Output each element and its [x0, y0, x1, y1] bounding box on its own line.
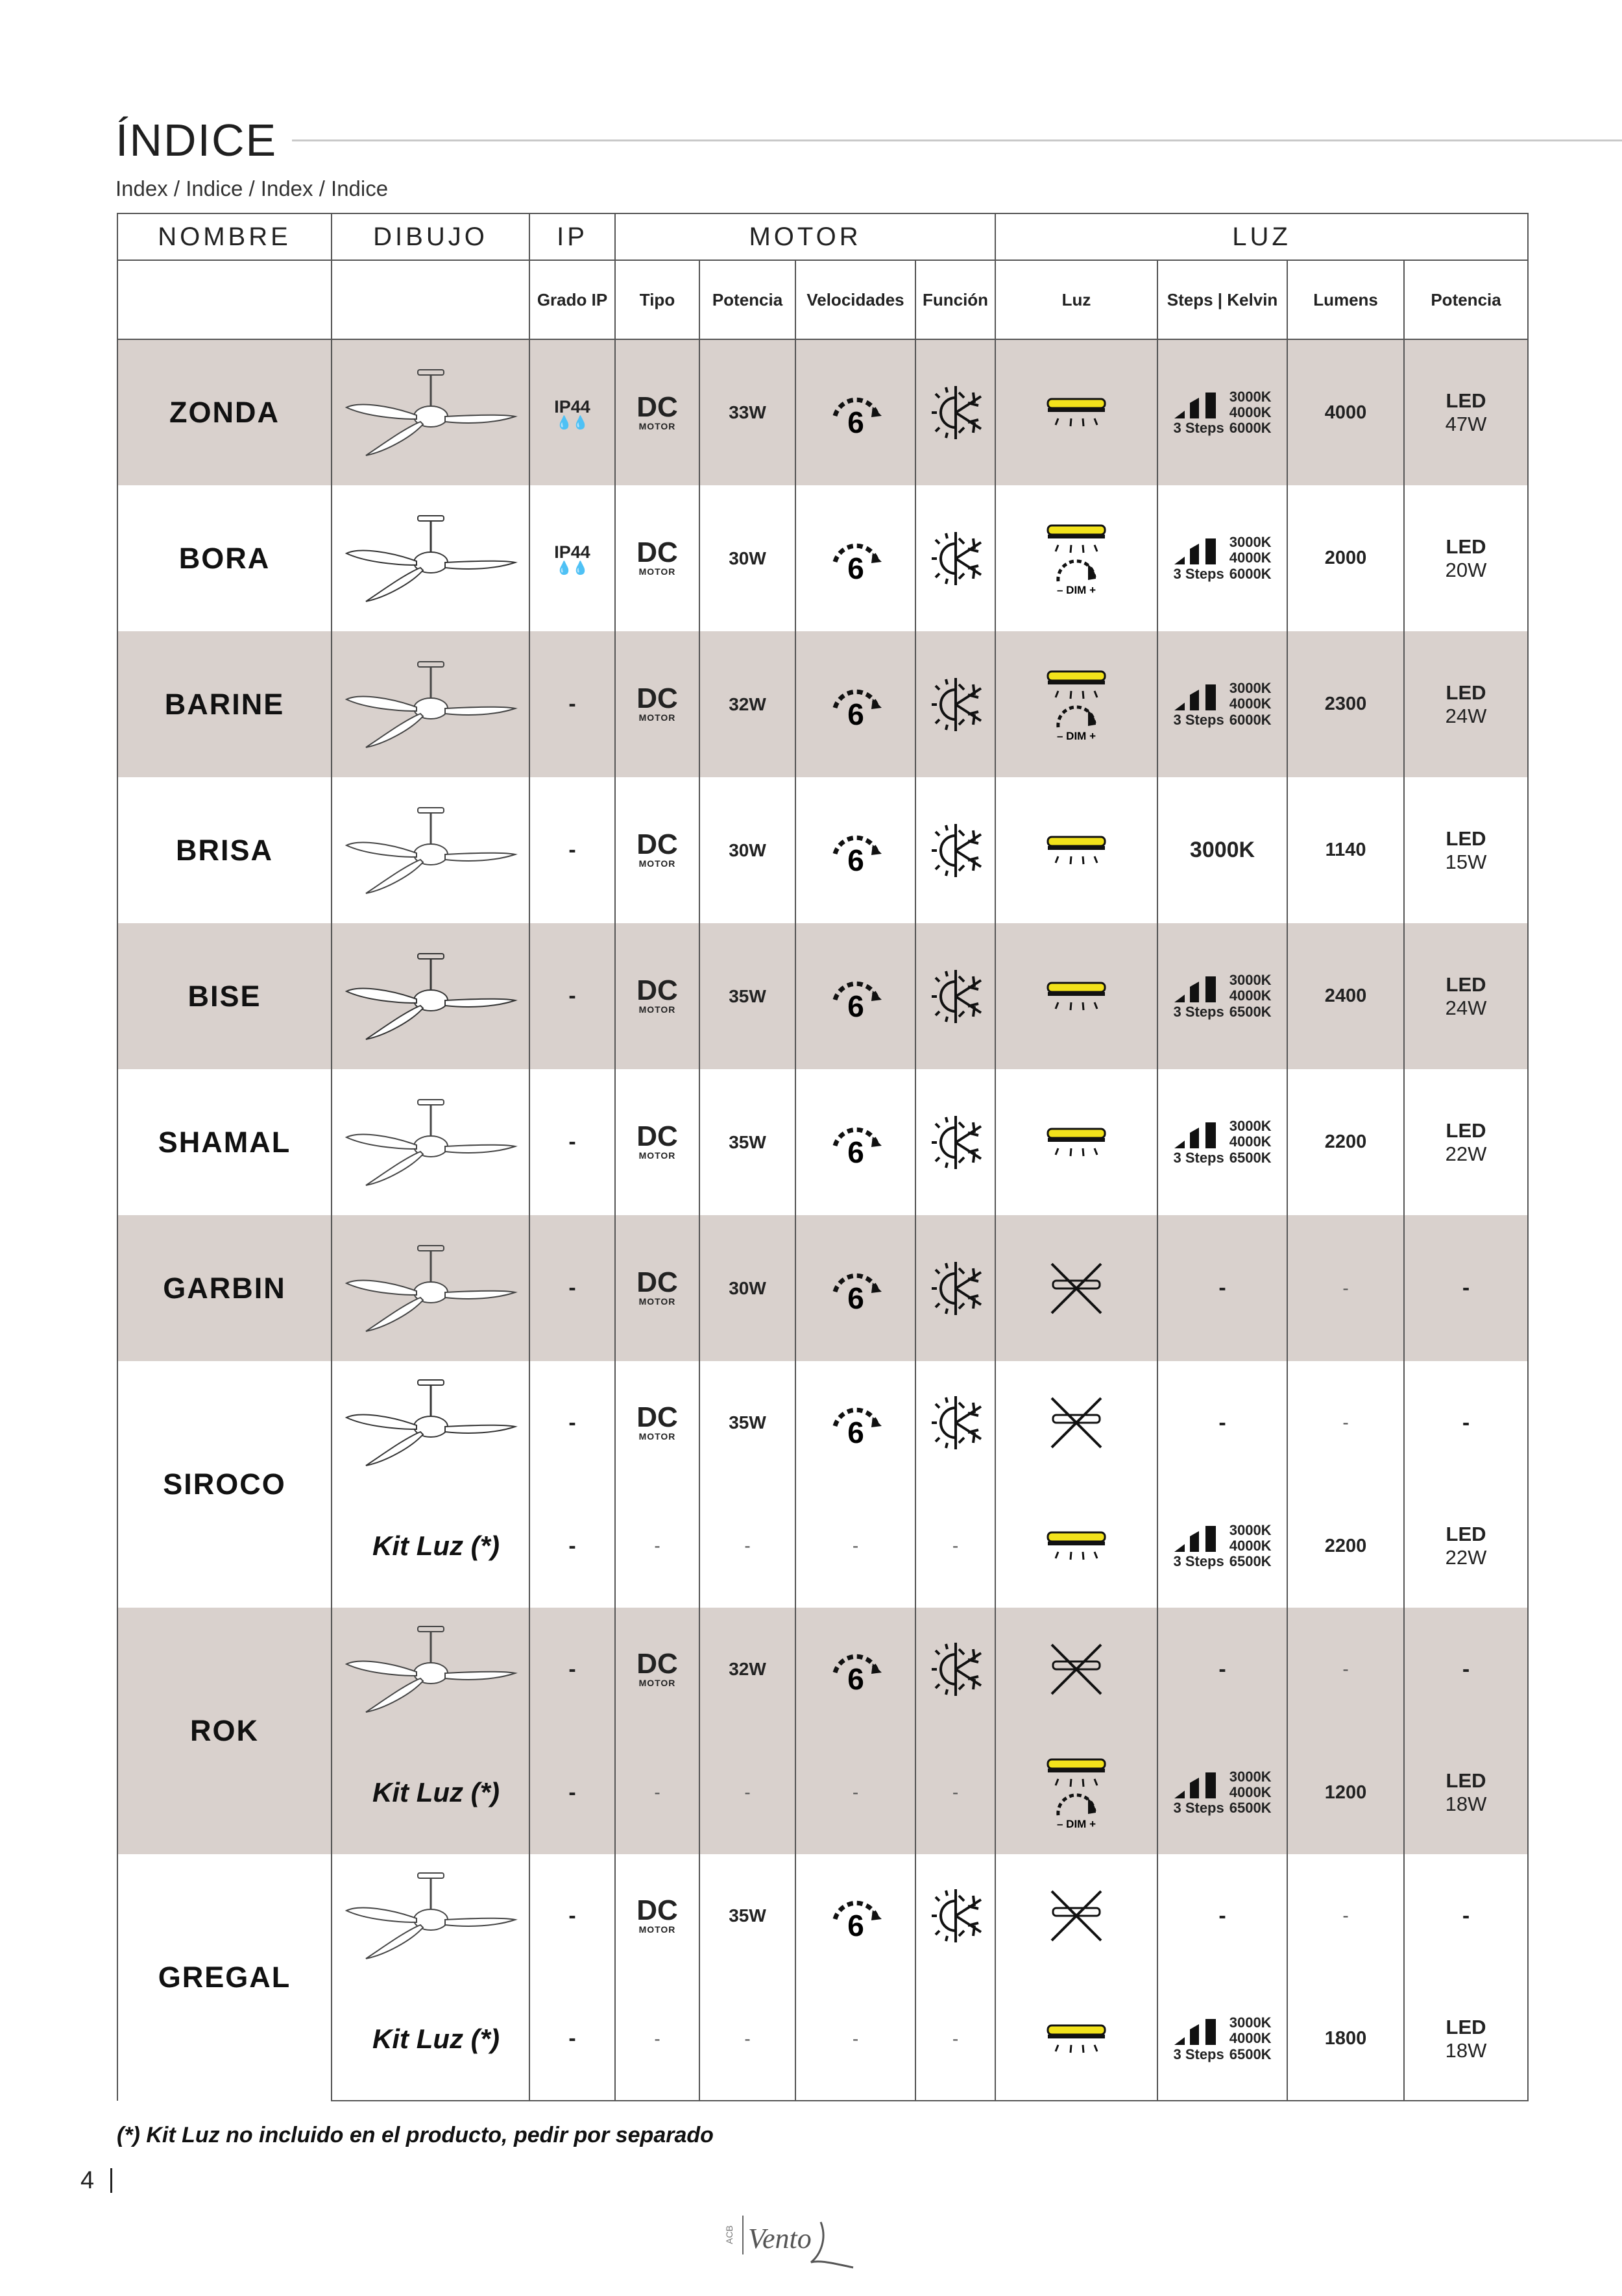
- kit-light-cell: [995, 1731, 1157, 1854]
- led-power: -: [1462, 1410, 1470, 1435]
- table-row: [117, 777, 1528, 923]
- motor-power: 35W: [699, 1854, 795, 1977]
- header-dibujo: DIBUJO: [332, 213, 529, 260]
- motor-power: 32W: [699, 631, 795, 777]
- ip-cell: IP44 💧💧: [529, 485, 615, 631]
- speed-dial-icon: [826, 679, 886, 730]
- kelvin-value: 3000K: [1189, 838, 1255, 862]
- steps-kelvin-cell: [1157, 923, 1287, 1069]
- ceiling-fan-drawing: [340, 361, 522, 465]
- steps-kelvin: [1173, 973, 1271, 1021]
- motor-power: 32W: [699, 1608, 795, 1731]
- svg-text:6: 6: [847, 697, 864, 730]
- sun-snowflake-icon: [926, 1887, 985, 1945]
- sun-snowflake-icon: [926, 1259, 985, 1318]
- sub-grado-ip: Grado IP: [529, 260, 615, 339]
- speeds-cell: [795, 777, 915, 923]
- page-number: 4: [80, 2167, 95, 2194]
- sun-snowflake-icon: [926, 529, 985, 588]
- svg-text:6: 6: [847, 1909, 864, 1941]
- speeds-cell: [795, 631, 915, 777]
- kit-tipo: -: [615, 1731, 699, 1854]
- light-cell: [995, 339, 1157, 485]
- kelvin-value: -: [1218, 1275, 1226, 1300]
- table-row: [117, 1854, 1528, 1977]
- motor-type: DC MOTOR: [615, 339, 699, 485]
- light-cell: [995, 1854, 1157, 1977]
- ceiling-light-icon: [1045, 1529, 1108, 1564]
- function-cell: [915, 631, 995, 777]
- motor-power: 35W: [699, 1361, 795, 1484]
- signal-steps-icon: [1173, 1522, 1224, 1553]
- speed-dial-icon: [826, 1891, 886, 1941]
- ceiling-fan-drawing: [340, 507, 522, 610]
- led-cell: [1404, 1361, 1528, 1484]
- svg-text:– DIM +: – DIM +: [1057, 583, 1096, 596]
- dimmer-icon: [1045, 557, 1108, 596]
- steps-label: 3 Steps: [1173, 1003, 1224, 1020]
- ip-cell: -: [529, 1854, 615, 1977]
- kit-led: LED 22W: [1404, 1484, 1528, 1608]
- header-nombre: NOMBRE: [117, 213, 332, 260]
- steps-label: 3 Steps: [1173, 1553, 1224, 1569]
- speed-dial-icon: [826, 1263, 886, 1314]
- sub-luz: Luz: [995, 260, 1157, 339]
- sun-snowflake-icon: [926, 1640, 985, 1698]
- led-power: LED 15W: [1445, 827, 1487, 873]
- motor-power: 33W: [699, 339, 795, 485]
- led-cell: [1404, 1608, 1528, 1731]
- kit-label: Kit Luz (*): [332, 1484, 529, 1608]
- ceiling-light-icon: [1045, 1125, 1108, 1160]
- light-cell: [995, 777, 1157, 923]
- lumens-value: -: [1287, 1215, 1404, 1361]
- led-power: LED 22W: [1445, 1118, 1487, 1165]
- speeds-cell: [795, 1069, 915, 1215]
- ip-cell: -: [529, 1215, 615, 1361]
- signal-steps-icon: [1173, 973, 1224, 1004]
- kit-led: LED 18W: [1404, 1977, 1528, 2101]
- kit-steps-kelvin: [1157, 1731, 1287, 1854]
- signal-steps-icon: [1173, 535, 1224, 566]
- ceiling-light-icon: [1045, 833, 1108, 868]
- motor-type: DC MOTOR: [615, 1069, 699, 1215]
- speed-dial-icon: [826, 1644, 886, 1695]
- ip-cell: IP44 💧💧: [529, 339, 615, 485]
- sun-snowflake-icon: [926, 821, 985, 880]
- speed-dial-icon: [826, 825, 886, 876]
- function-cell: [915, 1854, 995, 1977]
- steps-kelvin-cell: [1157, 339, 1287, 485]
- product-name: SHAMAL: [117, 1069, 332, 1215]
- sun-snowflake-icon: [926, 675, 985, 734]
- table-row: [117, 923, 1528, 1069]
- page-subtitle: Index / Indice / Index / Indice: [115, 176, 389, 200]
- speeds-cell: [795, 1361, 915, 1484]
- steps-label: 3 Steps: [1173, 565, 1224, 582]
- function-cell: [915, 1215, 995, 1361]
- sub-steps-kelvin: Steps | Kelvin: [1157, 260, 1287, 339]
- svg-text:6: 6: [847, 1416, 864, 1448]
- product-name: BORA: [117, 485, 332, 631]
- led-cell: [1404, 1854, 1528, 1977]
- motor-type: DC MOTOR: [615, 485, 699, 631]
- led-power: LED 24W: [1445, 681, 1487, 727]
- steps-kelvin-cell: [1157, 1069, 1287, 1215]
- motor-power: 30W: [699, 1215, 795, 1361]
- ceiling-fan-drawing: [340, 1864, 522, 1968]
- brand-logo: [723, 2203, 866, 2274]
- kelvin-list: 3000K 4000K 6500K: [1229, 972, 1272, 1020]
- led-cell: [1404, 631, 1528, 777]
- function-cell: [915, 923, 995, 1069]
- lumens-value: 2400: [1287, 923, 1404, 1069]
- function-cell: [915, 339, 995, 485]
- kit-steps-kelvin: [1157, 1977, 1287, 2101]
- sun-snowflake-icon: [926, 967, 985, 1026]
- signal-steps-icon: [1173, 681, 1224, 712]
- motor-power: 35W: [699, 1069, 795, 1215]
- svg-text:Vento: Vento: [748, 2223, 812, 2254]
- sub-header-row: [117, 260, 1528, 339]
- product-name: BRISA: [117, 777, 332, 923]
- speeds-cell: [795, 339, 915, 485]
- sub-velocidades: Velocidades: [795, 260, 915, 339]
- index-table: [117, 213, 1529, 2101]
- kit-function: -: [915, 1977, 995, 2101]
- svg-text:6: 6: [847, 843, 864, 876]
- kelvin-list: 3000K 4000K 6000K: [1229, 388, 1272, 437]
- dimmer-icon: [1045, 703, 1108, 742]
- light-cell: [995, 1608, 1157, 1731]
- ip-cell: -: [529, 1608, 615, 1731]
- svg-text:6: 6: [847, 1135, 864, 1168]
- table-row: [117, 1608, 1528, 1731]
- ceiling-light-icon: [1045, 522, 1108, 557]
- motor-type: DC MOTOR: [615, 1854, 699, 1977]
- header-luz: LUZ: [995, 213, 1528, 260]
- led-power: -: [1462, 1656, 1470, 1682]
- ip-cell: -: [529, 777, 615, 923]
- led-cell: [1404, 1215, 1528, 1361]
- product-name: BISE: [117, 923, 332, 1069]
- ip-cell: -: [529, 1069, 615, 1215]
- light-cell: [995, 1069, 1157, 1215]
- speeds-cell: [795, 923, 915, 1069]
- fan-drawing-cell: [332, 339, 529, 485]
- led-cell: [1404, 923, 1528, 1069]
- ceiling-light-icon: [1045, 2022, 1108, 2057]
- product-name: ZONDA: [117, 339, 332, 485]
- steps-label: 3 Steps: [1173, 1149, 1224, 1166]
- no-light-icon: [1047, 1396, 1106, 1450]
- group-header-row: [117, 213, 1528, 260]
- light-cell: [995, 1361, 1157, 1484]
- function-cell: [915, 485, 995, 631]
- led-cell: [1404, 1069, 1528, 1215]
- steps-label: 3 Steps: [1173, 420, 1224, 436]
- led-cell: [1404, 339, 1528, 485]
- ceiling-fan-drawing: [340, 1617, 522, 1721]
- function-cell: [915, 1361, 995, 1484]
- speed-dial-icon: [826, 1117, 886, 1168]
- water-drops-icon: 💧💧: [556, 415, 588, 430]
- kit-power: -: [699, 1977, 795, 2101]
- fan-drawing-cell: [332, 1069, 529, 1215]
- steps-label: 3 Steps: [1173, 711, 1224, 728]
- ceiling-light-icon: [1045, 668, 1108, 703]
- steps-kelvin-cell: [1157, 777, 1287, 923]
- kit-label: Kit Luz (*): [332, 1977, 529, 2101]
- kit-power: -: [699, 1484, 795, 1608]
- ceiling-light-icon: [1045, 1756, 1108, 1791]
- steps-kelvin: [1173, 1522, 1271, 1570]
- kit-lumens: 1200: [1287, 1731, 1404, 1854]
- ceiling-fan-drawing: [340, 1371, 522, 1475]
- led-power: -: [1462, 1903, 1470, 1928]
- product-name: GREGAL: [117, 1854, 332, 2101]
- sub-funcion: Función: [915, 260, 995, 339]
- table-row: [117, 1361, 1528, 1484]
- light-cell: [995, 631, 1157, 777]
- led-power: LED 47W: [1445, 389, 1487, 435]
- svg-text:ACB: ACB: [724, 2225, 734, 2244]
- fan-drawing-cell: [332, 631, 529, 777]
- water-drops-icon: 💧💧: [556, 561, 588, 575]
- steps-kelvin-cell: [1157, 1854, 1287, 1977]
- kit-function: -: [915, 1731, 995, 1854]
- svg-text:– DIM +: – DIM +: [1057, 1818, 1096, 1830]
- steps-label: 3 Steps: [1173, 2046, 1224, 2062]
- ip-cell: -: [529, 923, 615, 1069]
- table-row: [117, 1215, 1528, 1361]
- ceiling-fan-drawing: [340, 945, 522, 1048]
- fan-drawing-cell: [332, 1361, 529, 1484]
- signal-steps-icon: [1173, 1118, 1224, 1150]
- svg-text:– DIM +: – DIM +: [1057, 729, 1096, 742]
- lumens-value: 2200: [1287, 1069, 1404, 1215]
- kit-tipo: -: [615, 1977, 699, 2101]
- lumens-value: 4000: [1287, 339, 1404, 485]
- speeds-cell: [795, 1854, 915, 1977]
- svg-text:6: 6: [847, 989, 864, 1022]
- svg-text:6: 6: [847, 1281, 864, 1314]
- speeds-cell: [795, 485, 915, 631]
- ceiling-fan-drawing: [340, 799, 522, 902]
- lumens-value: 2000: [1287, 485, 1404, 631]
- fan-drawing-cell: [332, 1854, 529, 1977]
- sub-potencia-luz: Potencia: [1404, 260, 1528, 339]
- table-body: [117, 339, 1528, 2101]
- motor-power: 30W: [699, 777, 795, 923]
- sub-lumens: Lumens: [1287, 260, 1404, 339]
- svg-text:6: 6: [847, 405, 864, 438]
- light-cell: [995, 1215, 1157, 1361]
- fan-drawing-cell: [332, 485, 529, 631]
- kelvin-list: 3000K 4000K 6500K: [1229, 2014, 1272, 2062]
- light-cell: [995, 485, 1157, 631]
- motor-type: DC MOTOR: [615, 1608, 699, 1731]
- function-cell: [915, 777, 995, 923]
- led-power: -: [1462, 1275, 1470, 1300]
- table-row: [117, 631, 1528, 777]
- steps-kelvin-cell: [1157, 1215, 1287, 1361]
- title-rule: [292, 139, 1622, 141]
- kit-tipo: -: [615, 1484, 699, 1608]
- no-light-icon: [1047, 1642, 1106, 1697]
- kelvin-list: 3000K 4000K 6000K: [1229, 534, 1272, 582]
- product-name: ROK: [117, 1608, 332, 1854]
- lumens-value: 1140: [1287, 777, 1404, 923]
- header-motor: MOTOR: [615, 213, 995, 260]
- led-cell: [1404, 777, 1528, 923]
- steps-kelvin: [1173, 1769, 1271, 1817]
- light-cell: [995, 923, 1157, 1069]
- kit-steps-kelvin: [1157, 1484, 1287, 1608]
- page-number-bar: [110, 2168, 112, 2193]
- speed-dial-icon: [826, 971, 886, 1022]
- product-name: GARBIN: [117, 1215, 332, 1361]
- kit-label: Kit Luz (*): [332, 1731, 529, 1854]
- led-power: LED 24W: [1445, 973, 1487, 1019]
- kelvin-list: 3000K 4000K 6000K: [1229, 680, 1272, 728]
- kit-ip: -: [529, 1977, 615, 2101]
- motor-type: DC MOTOR: [615, 1361, 699, 1484]
- speed-dial-icon: [826, 1397, 886, 1448]
- motor-type: DC MOTOR: [615, 923, 699, 1069]
- fan-drawing-cell: [332, 923, 529, 1069]
- table-row: [117, 1069, 1528, 1215]
- steps-kelvin: [1173, 389, 1271, 437]
- kelvin-value: -: [1218, 1903, 1226, 1928]
- kit-lumens: 2200: [1287, 1484, 1404, 1608]
- footnote: (*) Kit Luz no incluido en el producto, pedir por separado: [117, 2123, 714, 2147]
- fan-drawing-cell: [332, 1608, 529, 1731]
- no-light-icon: [1047, 1261, 1106, 1316]
- kit-ip: -: [529, 1484, 615, 1608]
- kit-lumens: 1800: [1287, 1977, 1404, 2101]
- steps-kelvin-cell: [1157, 631, 1287, 777]
- kelvin-list: 3000K 4000K 6500K: [1229, 1118, 1272, 1166]
- kelvin-value: -: [1218, 1656, 1226, 1682]
- kit-speeds: -: [795, 1484, 915, 1608]
- lumens-value: -: [1287, 1854, 1404, 1977]
- steps-kelvin: [1173, 535, 1271, 583]
- speeds-cell: [795, 1608, 915, 1731]
- sun-snowflake-icon: [926, 383, 985, 442]
- signal-steps-icon: [1173, 1769, 1224, 1800]
- ceiling-fan-drawing: [340, 653, 522, 756]
- speeds-cell: [795, 1215, 915, 1361]
- steps-kelvin: [1173, 681, 1271, 729]
- steps-kelvin: [1173, 1118, 1271, 1166]
- lumens-value: 2300: [1287, 631, 1404, 777]
- led-power: LED 20W: [1445, 535, 1487, 581]
- steps-kelvin-cell: [1157, 1608, 1287, 1731]
- lumens-value: -: [1287, 1608, 1404, 1731]
- kit-ip: -: [529, 1731, 615, 1854]
- ceiling-fan-drawing: [340, 1091, 522, 1194]
- speed-dial-icon: [826, 533, 886, 584]
- table-row: [117, 339, 1528, 485]
- fan-drawing-cell: [332, 777, 529, 923]
- motor-power: 30W: [699, 485, 795, 631]
- function-cell: [915, 1069, 995, 1215]
- kelvin-value: -: [1218, 1410, 1226, 1435]
- motor-power: 35W: [699, 923, 795, 1069]
- kit-speeds: -: [795, 1977, 915, 2101]
- lumens-value: -: [1287, 1361, 1404, 1484]
- kit-light-cell: [995, 1977, 1157, 2101]
- ceiling-light-icon: [1045, 979, 1108, 1014]
- svg-text:6: 6: [847, 1662, 864, 1695]
- fan-drawing-cell: [332, 1215, 529, 1361]
- steps-kelvin: [1173, 2015, 1271, 2063]
- dimmer-icon: [1045, 1791, 1108, 1830]
- motor-type: DC MOTOR: [615, 777, 699, 923]
- kit-speeds: -: [795, 1731, 915, 1854]
- product-name: SIROCO: [117, 1361, 332, 1608]
- sun-snowflake-icon: [926, 1113, 985, 1172]
- ip-cell: -: [529, 631, 615, 777]
- steps-kelvin-cell: [1157, 1361, 1287, 1484]
- kit-light-cell: [995, 1484, 1157, 1608]
- sub-potencia: Potencia: [699, 260, 795, 339]
- speed-dial-icon: [826, 387, 886, 438]
- signal-steps-icon: [1173, 2015, 1224, 2046]
- header-ip: IP: [529, 213, 615, 260]
- table-row: [117, 485, 1528, 631]
- signal-steps-icon: [1173, 389, 1224, 420]
- kelvin-list: 3000K 4000K 6500K: [1229, 1768, 1272, 1817]
- function-cell: [915, 1608, 995, 1731]
- steps-label: 3 Steps: [1173, 1800, 1224, 1816]
- kit-led: LED 18W: [1404, 1731, 1528, 1854]
- led-cell: [1404, 485, 1528, 631]
- no-light-icon: [1047, 1889, 1106, 1943]
- steps-kelvin-cell: [1157, 485, 1287, 631]
- kelvin-list: 3000K 4000K 6500K: [1229, 1521, 1272, 1570]
- kit-power: -: [699, 1731, 795, 1854]
- ceiling-light-icon: [1045, 395, 1108, 430]
- motor-type: DC MOTOR: [615, 631, 699, 777]
- kit-function: -: [915, 1484, 995, 1608]
- motor-type: DC MOTOR: [615, 1215, 699, 1361]
- svg-text:6: 6: [847, 551, 864, 584]
- sun-snowflake-icon: [926, 1394, 985, 1452]
- sub-tipo: Tipo: [615, 260, 699, 339]
- product-name: BARINE: [117, 631, 332, 777]
- ip-cell: -: [529, 1361, 615, 1484]
- ceiling-fan-drawing: [340, 1237, 522, 1340]
- page-title: ÍNDICE: [115, 115, 278, 165]
